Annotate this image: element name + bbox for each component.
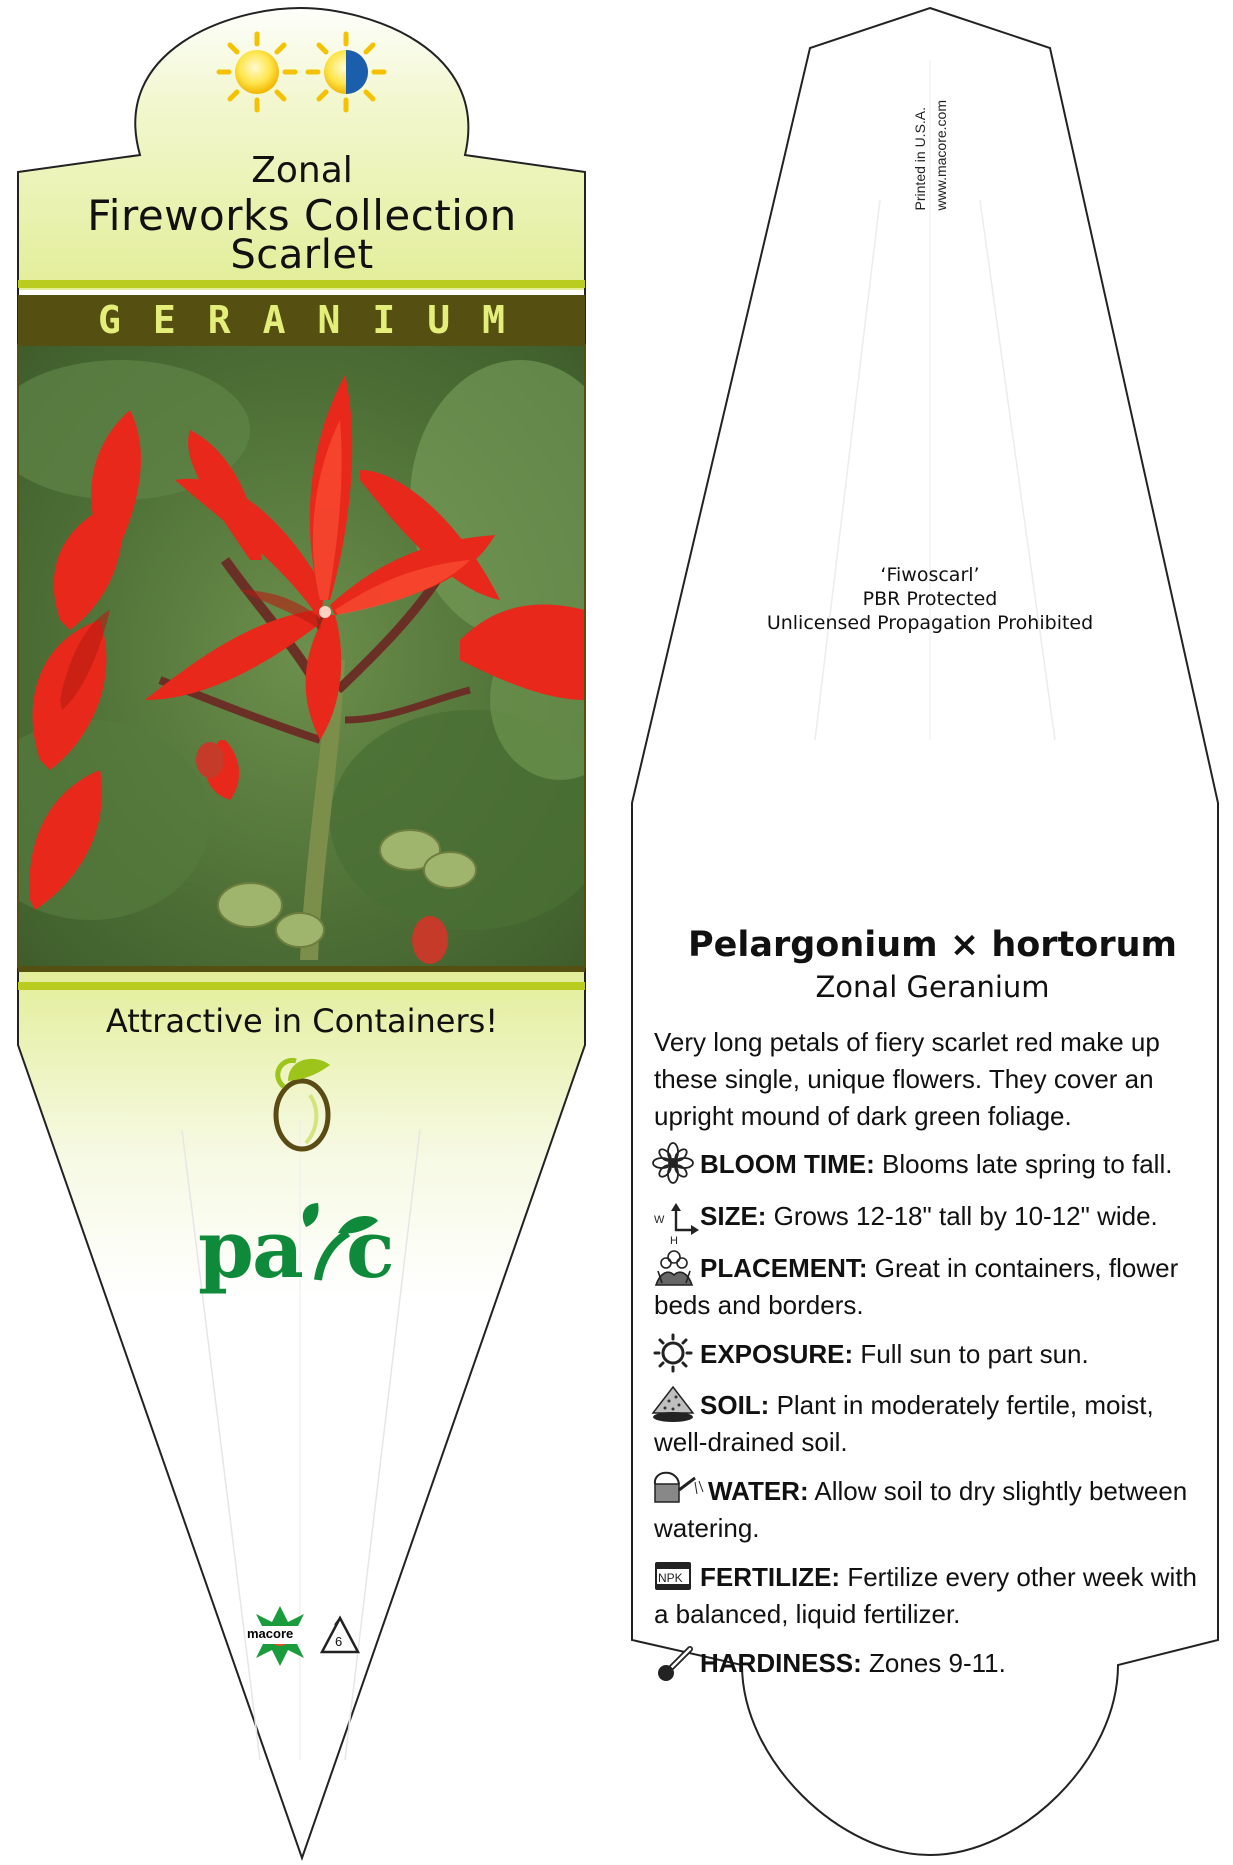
paic-brand-logo	[198, 1202, 395, 1296]
print-info	[910, 100, 949, 211]
pbr-protected: PBR Protected	[862, 588, 998, 610]
attr-hardiness	[654, 1645, 1214, 1682]
resin-code: 6	[335, 1634, 343, 1649]
attr-label: SIZE:	[700, 1201, 767, 1231]
attr-value: Blooms late spring to fall.	[874, 1149, 1173, 1179]
collection-name: Fireworks Collection	[87, 191, 517, 240]
svg-text:c: c	[346, 1202, 395, 1296]
part-sun-icon	[308, 34, 384, 110]
attr-fertilize	[654, 1559, 1214, 1633]
attr-placement	[654, 1250, 1214, 1324]
variety-name: Scarlet	[230, 232, 374, 278]
svg-text:W: W	[654, 1214, 665, 1226]
attr-size	[654, 1198, 1214, 1235]
attr-value: Allow soil to dry slightly between watering.	[654, 1476, 1188, 1543]
attr-water	[654, 1473, 1214, 1547]
pbr-block	[700, 563, 1160, 635]
common-name: Zonal Geranium	[815, 970, 1050, 1004]
attr-label: WATER:	[708, 1476, 809, 1506]
attr-value: Full sun to part sun.	[853, 1339, 1089, 1369]
printed-in-label: Printed in U.S.A.	[912, 106, 928, 211]
pbr-cultivar: ‘Fiwoscarl’	[880, 564, 980, 586]
attr-value: Plant in moderately fertile, moist, well-drained soil.	[654, 1390, 1154, 1457]
plant-description: Very long petals of fiery scarlet red make up these single, unique flowers. They cover an upright mound of dark green foliage.	[654, 1027, 1160, 1131]
attr-label: FERTILIZE:	[700, 1562, 841, 1592]
attr-label: SOIL:	[700, 1390, 770, 1420]
attr-value: Fertilize every other week with a balanced, liquid fertilizer.	[654, 1562, 1197, 1629]
svg-text:H: H	[670, 1235, 678, 1247]
macore-url: www.macore.com	[933, 100, 949, 211]
botanical-name: Pelargonium × hortorum	[687, 925, 1177, 965]
attr-value: Great in containers, flower beds and borders.	[654, 1253, 1179, 1320]
tagline: Attractive in Containers!	[105, 1002, 499, 1040]
attr-exposure	[654, 1336, 1214, 1373]
attr-label: BLOOM TIME:	[700, 1149, 875, 1179]
attr-label: HARDINESS:	[700, 1648, 862, 1678]
svg-text:NPK: NPK	[658, 1571, 683, 1585]
pbr-notice: Unlicensed Propagation Prohibited	[766, 612, 1094, 634]
attr-bloom-time	[654, 1146, 1214, 1183]
attr-label: EXPOSURE:	[700, 1339, 854, 1369]
attr-label: PLACEMENT:	[700, 1253, 868, 1283]
geranium-photo	[0, 345, 630, 967]
svg-text:pa: pa	[198, 1202, 302, 1296]
cultivar-group-label: Zonal	[251, 150, 353, 191]
macore-label: macore	[247, 1626, 294, 1641]
genus-title: GERANIUM	[97, 298, 538, 342]
full-sun-icon	[219, 34, 295, 110]
attr-value: Zones 9-11.	[861, 1648, 1006, 1678]
attr-soil	[654, 1387, 1214, 1461]
attr-value: Grows 12-18" tall by 10-12" wide.	[766, 1201, 1158, 1231]
